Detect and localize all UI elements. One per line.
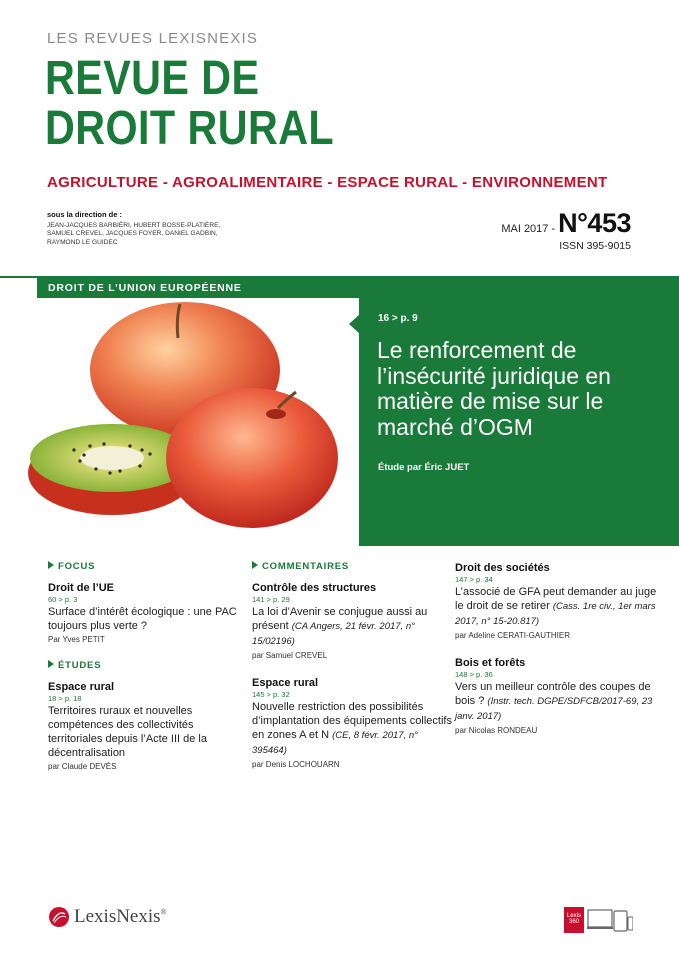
article-ref: 145 > p. 32 xyxy=(252,690,290,699)
series-name: LES REVUES LEXISNEXIS xyxy=(47,30,259,47)
article-item[interactable] xyxy=(48,581,248,644)
lexis360-badge: Lexis 360 xyxy=(564,907,584,933)
article-author: par Claude DEVÈS xyxy=(48,762,117,771)
lexisnexis-logo xyxy=(48,906,167,928)
direction-label: sous la direction de : xyxy=(47,210,123,219)
lead-section-label: DROIT DE L’UNION EUROPÉENNE xyxy=(37,278,359,298)
lead-article-ref: 16 > p. 9 xyxy=(378,313,418,324)
article-item[interactable] xyxy=(252,676,452,769)
article-title: La loi d’Avenir se conjugue aussi au présent (CA Angers, 21 févr. 2017, n° 15/02196) xyxy=(252,606,428,647)
article-item[interactable] xyxy=(252,581,452,660)
issue-date: MAI 2017 - xyxy=(501,223,556,235)
journal-subtitle: AGRICULTURE - AGROALIMENTAIRE - ESPACE RURAL - ENVIRONNEMENT xyxy=(47,174,608,191)
article-ref: 18 > p. 18 xyxy=(48,694,82,703)
article-author: par Adeline CERATI-GAUTHIER xyxy=(455,631,570,640)
direction-names: JEAN-JACQUES BARBIÈRI, HUBERT BOSSE-PLATIÈRE, SAMUEL CREVEL, JACQUES FOYER, DANIEL GADBIN, RAYMOND LE GUIDEC xyxy=(47,221,221,246)
article-ref: 60 > p. 3 xyxy=(48,595,78,604)
cover-photo xyxy=(0,298,359,546)
article-title: L’associé de GFA peut demander au juge le droit de se retirer (Cass. 1re civ., 1er mars 2017, n° 15-20.817) xyxy=(455,586,657,627)
article-heading: Droit de l’UE xyxy=(48,582,115,594)
article-heading: Espace rural xyxy=(48,681,115,693)
editorial-direction xyxy=(47,211,237,247)
section-etudes: ÉTUDES xyxy=(48,660,248,672)
lead-article-title[interactable]: Le renforcement de l’insécurité juridique en matière de mise sur le marché d’OGM xyxy=(377,337,611,440)
article-author: par Samuel CREVEL xyxy=(252,651,328,660)
devices-icon xyxy=(587,908,633,933)
article-title: Surface d’intérêt écologique : une PAC toujours plus verte ? xyxy=(48,606,237,632)
article-heading: Droit des sociétés xyxy=(455,562,550,574)
title-line-1: REVUE DE xyxy=(45,52,260,105)
article-author: Par Yves PETIT xyxy=(48,635,105,644)
section-commentaires: COMMENTAIRES xyxy=(252,561,452,573)
article-ref: 148 > p. 36 xyxy=(455,670,493,679)
lead-article-author: Étude par Éric JUET xyxy=(378,462,470,473)
article-heading: Contrôle des structures xyxy=(252,582,377,594)
article-title: Territoires ruraux et nouvelles compétences des collectivités territoriales depuis l’Acte III de la décentralisation xyxy=(48,705,207,759)
issn: ISSN 395-9015 xyxy=(559,240,631,252)
article-item[interactable] xyxy=(48,680,248,771)
triangle-icon xyxy=(48,660,54,668)
article-title: Nouvelle restriction des possibilités d’implantation des équipements collectifs en zones A et N (CE, 8 févr. 2017, n° 395464) xyxy=(252,701,452,756)
brand-wordmark: LexisNexis® xyxy=(74,906,167,927)
article-item[interactable] xyxy=(455,561,665,640)
issue-number: N°453 xyxy=(558,208,631,238)
triangle-icon xyxy=(252,561,258,569)
section-focus: FOCUS xyxy=(48,561,248,573)
article-heading: Espace rural xyxy=(252,677,319,689)
article-author: par Denis LOCHOUARN xyxy=(252,760,340,769)
article-ref: 141 > p. 29 xyxy=(252,595,290,604)
article-title: Vers un meilleur contrôle des coupes de bois ? (Instr. tech. DGPE/SDFCB/2017-69, 23 janv. 2017) xyxy=(455,681,653,722)
article-heading: Bois et forêts xyxy=(455,657,526,669)
article-item[interactable] xyxy=(455,656,665,735)
triangle-icon xyxy=(48,561,54,569)
apple-kiwi-illustration xyxy=(0,298,359,546)
column-societes-forets xyxy=(455,561,665,751)
column-commentaires xyxy=(252,561,452,785)
column-focus-etudes xyxy=(48,561,248,787)
lexisnexis-emblem-icon xyxy=(48,906,70,928)
article-ref: 147 > p. 34 xyxy=(455,575,493,584)
journal-title xyxy=(45,54,334,154)
issue-info xyxy=(501,208,631,252)
panel-pointer xyxy=(349,314,360,334)
article-author: par Nicolas RONDEAU xyxy=(455,726,538,735)
title-line-2: DROIT RURAL xyxy=(45,102,335,155)
